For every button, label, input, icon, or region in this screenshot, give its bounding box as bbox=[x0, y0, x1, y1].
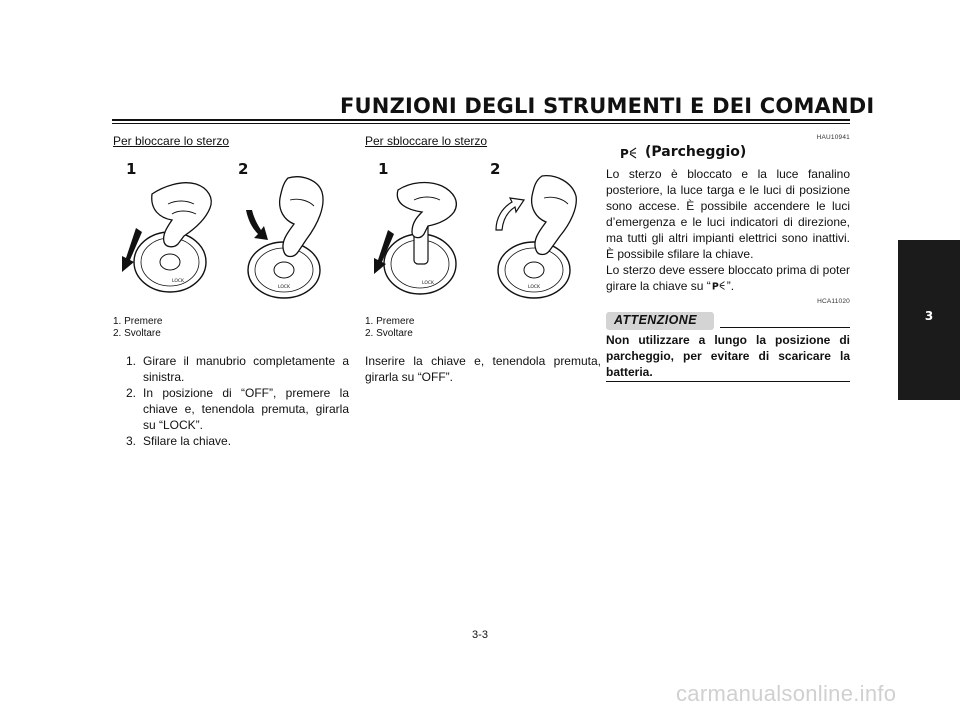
caption-2: 2. Svoltare bbox=[113, 328, 161, 339]
figure-label-press: 1 bbox=[126, 160, 137, 178]
list-item bbox=[126, 385, 349, 433]
turn-arrow-icon bbox=[496, 198, 524, 230]
watermark[interactable]: carmanualsonline.info bbox=[676, 681, 897, 706]
parking-lock-note bbox=[606, 262, 850, 294]
unlock-instructions: Inserire la chiave e, tenendola premuta, girarla su “OFF”. bbox=[365, 354, 601, 384]
figure-label-turn: 2 bbox=[238, 160, 249, 178]
step-number: 3. bbox=[126, 434, 137, 448]
header-rule bbox=[112, 119, 850, 121]
key-dial-right bbox=[498, 242, 570, 298]
parking-heading: (Parcheggio) bbox=[645, 144, 747, 160]
dial-lock-text-left: LOCK bbox=[172, 279, 184, 284]
caption-2: 2. Svoltare bbox=[365, 328, 413, 339]
page-title: FUNZIONI DEGLI STRUMENTI E DEI COMANDI bbox=[340, 94, 875, 118]
parking-note-text: Lo sterzo deve essere bloccato prima di poter girare la chiave su “ bbox=[606, 263, 850, 293]
svg-text:P: P bbox=[620, 147, 629, 160]
reference-code: HCA11020 bbox=[817, 298, 850, 305]
caption-1: 1. Premere bbox=[113, 316, 163, 327]
dial-lock-text-left: LOCK bbox=[422, 281, 434, 286]
step-text: Girare il manubrio completamente a sinistra. bbox=[143, 354, 349, 384]
caution-rule-bottom bbox=[606, 381, 850, 382]
parking-light-icon bbox=[620, 146, 638, 160]
unlock-steering-illustration bbox=[364, 170, 594, 300]
lock-heading: Per bloccare lo sterzo bbox=[113, 134, 230, 148]
dial-lock-text-right: LOCK bbox=[528, 285, 540, 290]
step-number: 1. bbox=[126, 354, 137, 368]
figure-label-press: 1 bbox=[378, 160, 389, 178]
lock-steps-list bbox=[126, 353, 349, 449]
reference-code: HAU10941 bbox=[816, 134, 850, 141]
page-number: 3-3 bbox=[472, 629, 488, 641]
svg-text:P: P bbox=[711, 281, 719, 291]
list-item bbox=[126, 433, 349, 449]
caution-rule-top bbox=[720, 327, 850, 328]
header-rule-thin bbox=[112, 123, 850, 124]
step-text: Sfilare la chiave. bbox=[143, 434, 232, 448]
lock-steering-illustration bbox=[112, 170, 342, 300]
chapter-tab-number: 3 bbox=[924, 309, 934, 323]
caution-label: ATTENZIONE bbox=[614, 313, 697, 327]
parking-description: Lo sterzo è bloccato e la luce fanalino posteriore, la luce targa e le luci di posizione sono accese. È possibile accendere le luci d’emergenza e le luci indicatori di direzione, ma tutti gli altri impianti elettrici sono inattivi. È possibile sfilare la chiave. bbox=[606, 167, 850, 261]
caution-text: Non utilizzare a lungo la posizione di parcheggio, per evitare di scaricare la batteria. bbox=[606, 333, 850, 379]
turn-arrow-icon bbox=[246, 210, 268, 240]
unlock-heading: Per sbloccare lo sterzo bbox=[365, 134, 488, 148]
list-item bbox=[126, 353, 349, 385]
figure-label-turn: 2 bbox=[490, 160, 501, 178]
step-text: In posizione di “OFF”, premere la chiave e, tenendola premuta, girarla su “LOCK”. bbox=[143, 386, 349, 432]
parking-light-icon bbox=[711, 279, 727, 290]
dial-lock-text-right: LOCK bbox=[278, 285, 290, 290]
caption-1: 1. Premere bbox=[365, 316, 415, 327]
parking-note-end: ”. bbox=[726, 279, 735, 293]
step-number: 2. bbox=[126, 386, 137, 400]
